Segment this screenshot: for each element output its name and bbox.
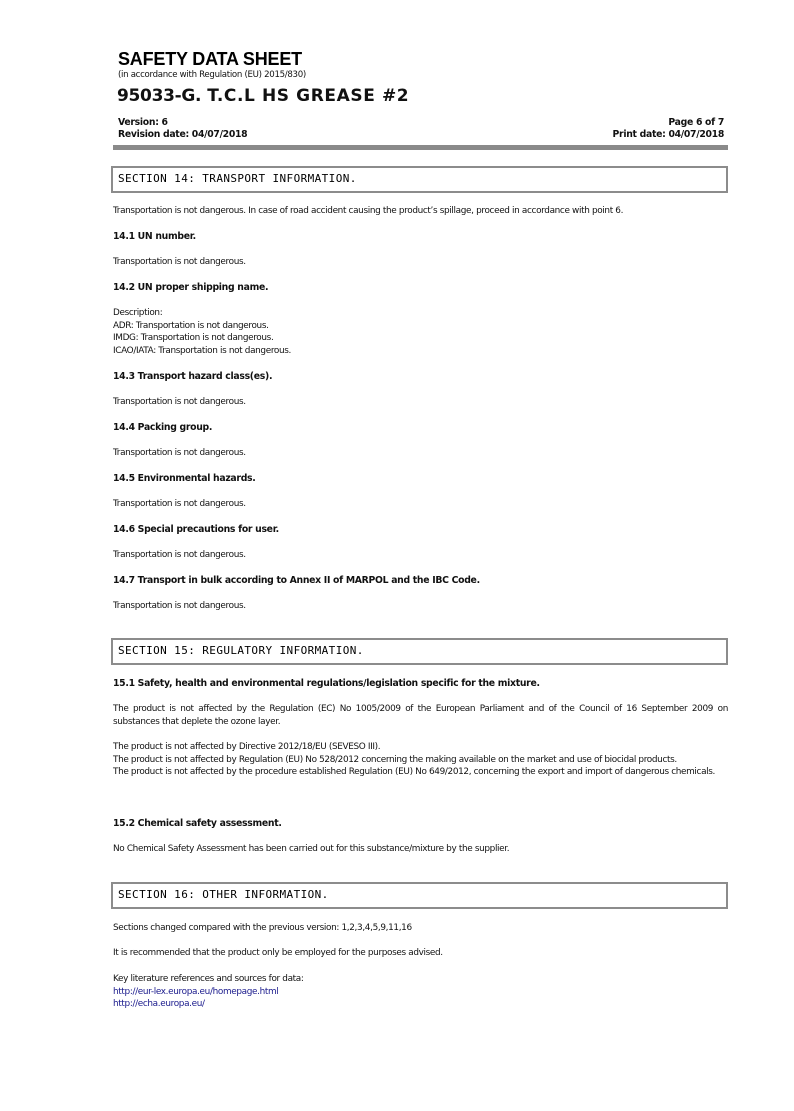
icao-iata-line: ICAO/IATA: Transportation is not dangerous.	[113, 345, 292, 356]
revision-date: Revision date: 04/07/2018	[118, 129, 248, 140]
heading-15-2: 15.2 Chemical safety assessment.	[113, 818, 282, 829]
export-import-line: The product is not affected by the procedure established Regulation (EU) No 649/2012, concerning the export and import of dangerous chemicals.	[113, 767, 716, 777]
adr-line: ADR: Transportation is not dangerous.	[113, 320, 269, 331]
biocidal-line: The product is not affected by Regulation (EU) No 528/2012 concerning the making available on the market and use of biocidal products.	[113, 754, 677, 765]
product-code: 95033-G.	[117, 86, 202, 106]
sections-changed: Sections changed compared with the previous version: 1,2,3,4,5,9,11,16	[113, 923, 412, 933]
text-15-2: No Chemical Safety Assessment has been carried out for this substance/mixture by the supplier.	[113, 844, 510, 854]
link-eur-lex[interactable]: http://eur-lex.europa.eu/homepage.html	[113, 986, 279, 997]
imdg-line: IMDG: Transportation is not dangerous.	[113, 333, 274, 343]
section-15-header	[111, 638, 728, 665]
link-echa[interactable]: http://echa.europa.eu/	[113, 999, 205, 1009]
references	[113, 973, 304, 1011]
text-14-1: Transportation is not dangerous.	[113, 257, 246, 267]
heading-14-3: 14.3 Transport hazard class(es).	[113, 371, 273, 382]
print-date: Print date: 04/07/2018	[612, 129, 724, 140]
heading-14-1: 14.1 UN number.	[113, 231, 196, 242]
references-label: Key literature references and sources for data:	[113, 974, 304, 984]
section-16-title: SECTION 16: OTHER INFORMATION.	[118, 888, 329, 901]
page-info	[613, 117, 724, 141]
text-15-1-ozone: The product is not affected by the Regulation (EC) No 1005/2009 of the European Parliament and of the Council of 16 September 2009 on substances that deplete the ozone layer.	[113, 704, 728, 727]
heading-14-5: 14.5 Environmental hazards.	[113, 473, 256, 484]
text-14-6: Transportation is not dangerous.	[113, 550, 246, 560]
heading-14-7: 14.7 Transport in bulk according to Annex II of MARPOL and the IBC Code.	[113, 575, 480, 586]
heading-15-1: 15.1 Safety, health and environmental regulations/legislation specific for the mixture.	[113, 678, 540, 689]
heading-14-2: 14.2 UN proper shipping name.	[113, 282, 269, 293]
description-label: Description:	[113, 308, 163, 318]
section-16-header	[111, 882, 728, 909]
product-name: T.C.L HS GREASE #2	[207, 86, 410, 106]
text-14-3: Transportation is not dangerous.	[113, 397, 246, 407]
document-subtitle: (in accordance with Regulation (EU) 2015/830)	[118, 70, 306, 80]
version: Version: 6	[118, 117, 168, 128]
page-number: Page 6 of 7	[668, 117, 724, 128]
text-14-5: Transportation is not dangerous.	[113, 499, 246, 509]
text-14-4: Transportation is not dangerous.	[113, 448, 246, 458]
recommendation: It is recommended that the product only be employed for the purposes advised.	[113, 948, 443, 958]
version-info	[118, 117, 247, 141]
seveso-line: The product is not affected by Directive 2012/18/EU (SEVESO III).	[113, 742, 381, 752]
text-14-7: Transportation is not dangerous.	[113, 601, 246, 611]
document-title: SAFETY DATA SHEET	[118, 49, 302, 69]
section-14-header	[111, 166, 728, 193]
text-15-1-directives	[113, 741, 728, 779]
section-14-intro: Transportation is not dangerous. In case of road accident causing the product’s spillage, proceed in accordance with point 6.	[113, 206, 624, 216]
heading-14-6: 14.6 Special precautions for user.	[113, 524, 279, 535]
section-15-title: SECTION 15: REGULATORY INFORMATION.	[118, 644, 364, 657]
text-14-2	[113, 307, 291, 357]
product-heading	[117, 86, 409, 106]
header-divider	[113, 145, 728, 150]
section-14-title: SECTION 14: TRANSPORT INFORMATION.	[118, 172, 357, 185]
heading-14-4: 14.4 Packing group.	[113, 422, 213, 433]
